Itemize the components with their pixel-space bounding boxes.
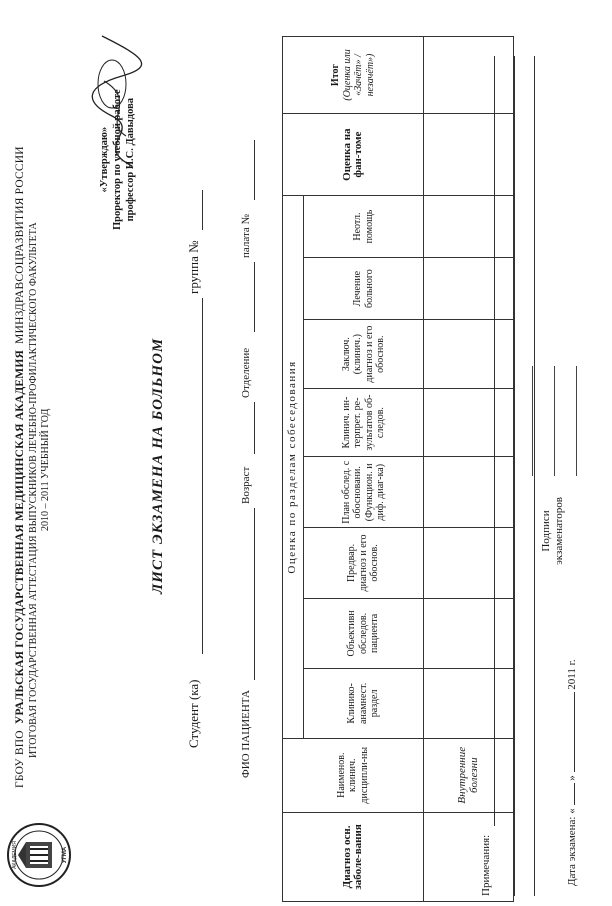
cell-anamnesis[interactable] [424, 669, 514, 738]
org-name: УРАЛЬСКАЯ ГОСУДАРСТВЕННАЯ МЕДИЦИНСКАЯ АКАДЕМИЯ [14, 349, 26, 725]
signatures-label: Подписи экзаменаторов [540, 497, 565, 565]
exam-date-label: Дата экзамена: « [566, 808, 578, 886]
cell-total[interactable] [424, 37, 514, 114]
academy-logo-icon [6, 822, 72, 888]
page-title: ЛИСТ ЭКЗАМЕНА НА БОЛЬНОМ [150, 337, 166, 594]
signature-line-1[interactable] [532, 366, 533, 476]
exam-date [566, 659, 578, 886]
approval-line2: Проректор по учебной работе [112, 89, 123, 230]
col-discipline: Наименов. клинич. дисципли-ны [283, 738, 424, 812]
cell-prelim-diagnosis[interactable] [424, 528, 514, 598]
cell-diagnosis[interactable] [424, 812, 514, 901]
student-label: Студент (ка) [186, 679, 201, 748]
notes-line-2[interactable] [514, 56, 515, 896]
exam-month-field[interactable] [574, 693, 575, 773]
subcol-exam-plan: План обслед. с обосновани. (Функцион. и диф. диаг-ка) [304, 457, 424, 528]
subcol-final-diagnosis: Заключ. (клинич.) диагноз и его обоснов. [304, 320, 424, 388]
cell-exam-plan[interactable] [424, 457, 514, 528]
notes-line-1[interactable] [494, 56, 495, 826]
ward-label: палата № [240, 213, 252, 258]
header-org-line [14, 146, 26, 788]
cell-phantom[interactable] [424, 114, 514, 196]
col-phantom: Оценка на фан-томе [283, 114, 424, 196]
patient-field[interactable] [254, 508, 255, 680]
approval-line1: «Утверждаю» [99, 126, 110, 193]
exam-day-field[interactable] [574, 784, 575, 806]
group-field[interactable] [202, 190, 203, 230]
handwritten-signature [82, 26, 146, 176]
subcol-treatment: Лечение больного [304, 257, 424, 320]
subcol-anamnesis: Клинико-анамнест. раздел [304, 669, 424, 738]
col-group-title: Оценка по разделам собеседования [283, 196, 304, 738]
subcol-interpretation: Клинич. ин-терпрет. ре-зультатов об-следов. [304, 388, 424, 456]
patient-label: ФИО ПАЦИЕНТА [240, 690, 252, 778]
ministry: МИНЗДРАВСОЦРАЗВИТИЯ РОССИИ [14, 146, 26, 344]
table-row [424, 37, 514, 902]
col-diagnosis: Диагноз осн. заболе-вания [283, 812, 424, 901]
attestation-line: ИТОГОВАЯ ГОСУДАРСТВЕННАЯ АТТЕСТАЦИЯ ВЫПУСКНИКОВ ЛЕЧЕБНО-ПРОФИЛАКТИЧЕСКОГО ФАКУЛЬТЕТА [28, 222, 39, 758]
org-prefix: ГБОУ ВПО [14, 730, 26, 788]
exam-table [282, 36, 514, 902]
cell-emergency[interactable] [424, 196, 514, 258]
col-total-title: Итог [330, 63, 341, 87]
age-label: Возраст [240, 466, 252, 504]
cell-discipline: Внутренние болезни [424, 738, 514, 812]
cell-examination[interactable] [424, 598, 514, 668]
student-field[interactable] [202, 298, 203, 654]
academic-year: 2010 – 2011 УЧЕБНЫЙ ГОД [40, 408, 51, 531]
notes-label: Примечания: [480, 834, 492, 896]
cell-interpretation[interactable] [424, 388, 514, 456]
subcol-emergency: Неотл. помощь [304, 196, 424, 258]
col-total-note: (Оценка или «Зачёт» /незачёт») [341, 49, 376, 101]
department-label: Отделение [240, 347, 252, 398]
subcol-prelim-diagnosis: Предвар. диагноз и его обоснов. [304, 528, 424, 598]
logo-text-bottom: УГМА [62, 846, 68, 864]
subcol-examination: Объективн обследов. пациента [304, 598, 424, 668]
signature-line-3[interactable] [576, 366, 577, 476]
cell-final-diagnosis[interactable] [424, 320, 514, 388]
ward-field[interactable] [254, 140, 255, 200]
exam-date-year: 2011 г. [566, 659, 578, 690]
col-total [283, 37, 424, 114]
approval-line3: профессор Н.С. Давыдова [125, 97, 136, 222]
logo-text-top: АКАДЕМИЯ [12, 841, 18, 869]
exam-date-quote: » [566, 775, 578, 781]
signature-line-2[interactable] [554, 366, 555, 476]
age-field[interactable] [254, 402, 255, 454]
cell-treatment[interactable] [424, 257, 514, 320]
notes-line-3[interactable] [534, 56, 535, 896]
group-label: группа № [186, 240, 201, 294]
department-field[interactable] [254, 262, 255, 332]
